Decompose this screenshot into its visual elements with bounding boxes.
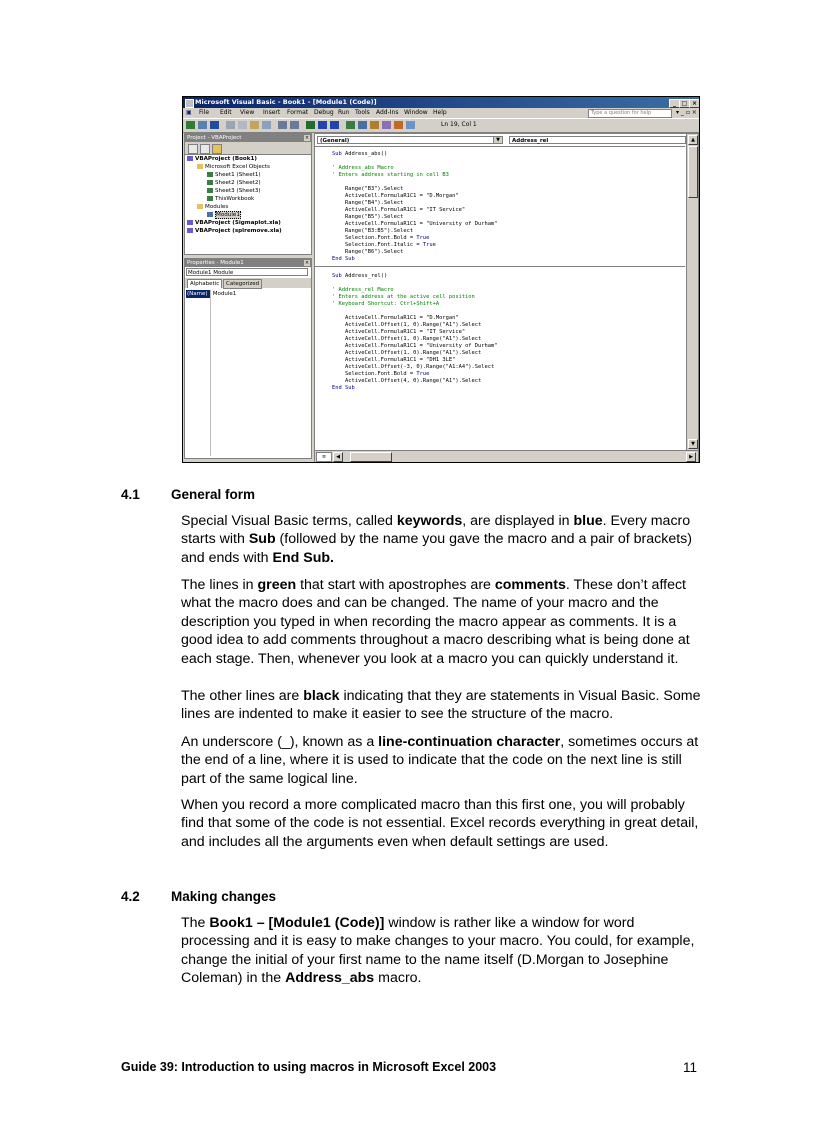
section-heading: Making changes	[171, 889, 277, 904]
code-line: ' Address_abs Macro	[332, 165, 394, 171]
menu-format[interactable]: Format	[287, 109, 309, 116]
project-icon	[187, 156, 193, 161]
scroll-down-icon[interactable]: ▼	[688, 439, 698, 449]
code-line: ActiveCell.FormulaR1C1 = "IT Service"	[332, 207, 466, 213]
excel-view-icon[interactable]	[186, 121, 195, 129]
reset-icon[interactable]	[330, 121, 339, 129]
footer-text: Guide 39: Introduction to using macros in Microsoft Excel 2003	[121, 1060, 497, 1074]
property-name: (Name)	[186, 290, 211, 298]
code-line: Range("B4").Select	[332, 200, 404, 206]
menu-view[interactable]: View	[240, 109, 255, 116]
chevron-down-icon: ▼	[493, 137, 502, 143]
scroll-thumb[interactable]	[688, 146, 698, 198]
save-icon[interactable]	[210, 121, 219, 129]
code-line: Sub Address_abs()	[332, 151, 388, 157]
excel-icon[interactable]: ▣	[186, 109, 192, 116]
toolbox-icon[interactable]	[394, 121, 403, 129]
code-line: ActiveCell.Offset(1, 0).Range("A1").Select	[332, 322, 482, 328]
code-line: Range("B3").Select	[332, 186, 404, 192]
insert-module-icon[interactable]	[198, 121, 207, 129]
redo-icon[interactable]	[290, 121, 299, 129]
sheet-icon	[207, 188, 213, 193]
tree-node[interactable]: Microsoft Excel Objects	[197, 163, 270, 171]
code-line: End Sub	[332, 256, 355, 262]
menu-edit[interactable]: Edit	[220, 109, 232, 116]
find-icon[interactable]	[262, 121, 271, 129]
sheet-icon	[207, 180, 213, 185]
code-line: ActiveCell.Offset(4, 0).Range("A1").Select	[332, 378, 482, 384]
standard-toolbar	[183, 118, 699, 133]
properties-pane-close-icon[interactable]: ×	[304, 260, 310, 266]
tree-node[interactable]: Sheet1 (Sheet1)	[207, 171, 261, 179]
code-line: End Sub	[332, 385, 355, 391]
design-mode-icon[interactable]	[346, 121, 355, 129]
minimize-button[interactable]: _	[669, 99, 680, 108]
code-line: Sub Address_rel()	[332, 273, 388, 279]
code-line: Selection.Font.Bold = True	[332, 371, 430, 377]
tab-alphabetic[interactable]: Alphabetic	[187, 279, 222, 288]
menu-window[interactable]: Window	[404, 109, 428, 116]
properties-tabs	[185, 278, 311, 288]
tree-node[interactable]: Modules	[197, 203, 228, 211]
project-icon	[187, 220, 193, 225]
view-code-icon[interactable]	[188, 144, 198, 154]
tree-node[interactable]: Module1	[207, 211, 241, 219]
paragraph: The Book1 – [Module1 (Code)] window is rather like a window for word processing and it is easy to make changes to your macro. You could, for example, change the initial of your first name to the name itself (D.Morgan to Josephine Coleman) in the Address_abs macro.	[181, 915, 695, 987]
menu-run[interactable]: Run	[338, 109, 350, 116]
paragraph: An underscore (_), known as a line-continuation character, sometimes occurs at the end of a line, where it is used to indicate that the code on the next line is still part of the same logical line.	[181, 734, 699, 787]
code-window	[314, 133, 699, 463]
code-line: ActiveCell.Offset(1, 0).Range("A1").Select	[332, 336, 482, 342]
code-line: ActiveCell.FormulaR1C1 = "IT Service"	[332, 329, 466, 335]
paragraph: The lines in green that start with apostrophes are comments. These don’t affect what the macro does and can be changed. The name of your macro and the description you typed in when recording the macro appear as comments. It is a good idea to add comments throughout a macro describing what is being done at each stage. Then, whenever you look at a macro you can quickly understand it.	[181, 577, 690, 667]
sheet-icon	[207, 172, 213, 177]
tree-node[interactable]: ThisWorkbook	[207, 195, 254, 203]
properties-object-select[interactable]: Module1 Module	[186, 268, 308, 276]
run-icon[interactable]	[306, 121, 315, 129]
copy-icon[interactable]	[238, 121, 247, 129]
tab-categorized[interactable]: Categorized	[223, 279, 262, 289]
code-line: Range("B6").Select	[332, 249, 404, 255]
code-line: ActiveCell.FormulaR1C1 = "DH1 3LE"	[332, 357, 456, 363]
menu-file[interactable]: File	[199, 109, 210, 116]
procedure-separator	[315, 266, 685, 267]
project-explorer	[184, 133, 312, 255]
vba-app-icon	[185, 99, 194, 108]
properties-icon[interactable]	[370, 121, 379, 129]
object-browser-icon[interactable]	[382, 121, 391, 129]
code-line: Selection.Font.Bold = True	[332, 235, 430, 241]
menu-help[interactable]: Help	[433, 109, 447, 116]
project-explorer-icon[interactable]	[358, 121, 367, 129]
property-row[interactable]	[186, 290, 308, 298]
procedure-combo[interactable]: Address_rel	[509, 136, 695, 144]
paragraph: The other lines are black indicating that they are statements in Visual Basic. Some lines are indented to make it easier to see the structure of the macro.	[181, 688, 701, 723]
scroll-up-icon[interactable]: ▲	[688, 135, 698, 145]
menu-tools[interactable]: Tools	[355, 109, 370, 116]
code-line: ' Enters address at the active cell position	[332, 294, 475, 300]
paragraph: Special Visual Basic terms, called keywords, are displayed in blue. Every macro starts with Sub (followed by the name you gave the macro and a pair of brackets) and ends with End Sub.	[181, 513, 693, 566]
title-bar	[183, 97, 699, 108]
menu-debug[interactable]: Debug	[314, 109, 334, 116]
section-number: 4.2	[121, 889, 140, 904]
help-icon[interactable]	[406, 121, 415, 129]
horizontal-scrollbar[interactable]	[315, 450, 698, 462]
paragraph: When you record a more complicated macro than this first one, you will probably find that some of the code is not essential. Excel records everything in great detail, and includes all the arguments even when default settings are used.	[181, 797, 699, 850]
workbook-icon	[207, 196, 213, 201]
scroll-left-icon[interactable]: ◀	[333, 452, 343, 462]
code-line: ' Address_rel Macro	[332, 287, 394, 293]
cursor-position: Ln 19, Col 1	[441, 121, 477, 128]
toggle-folders-icon[interactable]	[212, 144, 222, 154]
folder-icon	[197, 204, 203, 209]
undo-icon[interactable]	[278, 121, 287, 129]
section-heading: General form	[171, 487, 256, 502]
paste-icon[interactable]	[250, 121, 259, 129]
tree-node[interactable]: Sheet2 (Sheet2)	[207, 179, 261, 187]
tree-node[interactable]: VBAProject (splremove.xla)	[187, 227, 282, 235]
menu-addins[interactable]: Add-Ins	[376, 109, 399, 116]
code-line: Selection.Font.Italic = True	[332, 242, 436, 248]
code-line: ActiveCell.FormulaR1C1 = "D.Morgan"	[332, 315, 459, 321]
window-title: Microsoft Visual Basic - Book1 - [Module1 (Code)]	[195, 98, 377, 106]
properties-window	[184, 258, 312, 459]
cut-icon[interactable]	[226, 121, 235, 129]
vba-editor-screenshot	[182, 96, 700, 463]
code-line: Range("B3:B5").Select	[332, 228, 414, 234]
code-editor[interactable]	[315, 146, 685, 451]
tree-node[interactable]: Sheet3 (Sheet3)	[207, 187, 261, 195]
break-icon[interactable]	[318, 121, 327, 129]
code-line: ' Enters address starting in cell B3	[332, 172, 449, 178]
folder-icon	[197, 164, 203, 169]
property-value: Module1	[212, 291, 237, 297]
view-object-icon[interactable]	[200, 144, 210, 154]
code-line: Range("B5").Select	[332, 214, 404, 220]
scroll-right-icon[interactable]: ▶	[686, 452, 696, 462]
code-line: ' Keyboard Shortcut: Ctrl+Shift+A	[332, 301, 440, 307]
section-number: 4.1	[121, 487, 140, 502]
page-footer	[121, 1060, 697, 1074]
maximize-button[interactable]: □	[679, 99, 690, 108]
project-icon	[187, 228, 193, 233]
view-toggle-icon[interactable]: ≡	[316, 452, 332, 462]
code-line: ActiveCell.FormulaR1C1 = "University of Durham"	[332, 343, 498, 349]
tree-node[interactable]: VBAProject (Sigmaplot.xla)	[187, 219, 281, 227]
hscroll-thumb[interactable]	[350, 452, 392, 462]
page-number: 11	[682, 1060, 697, 1075]
property-grid-divider	[210, 290, 211, 456]
code-line: ActiveCell.FormulaR1C1 = "University of Durham"	[332, 221, 498, 227]
module-icon	[207, 212, 213, 217]
tree-node[interactable]: VBAProject (Book1)	[187, 155, 257, 163]
menu-insert[interactable]: Insert	[263, 109, 281, 116]
code-line: ActiveCell.Offset(-3, 0).Range("A1:A4").Select	[332, 364, 495, 370]
code-line: ActiveCell.Offset(1, 0).Range("A1").Select	[332, 350, 482, 356]
project-pane-close-icon[interactable]: ×	[304, 135, 310, 141]
properties-pane-title: Properties - Module1	[185, 259, 311, 267]
vertical-scrollbar[interactable]	[686, 134, 698, 450]
menu-bar	[183, 108, 699, 118]
project-pane-title: Project - VBAProject	[185, 134, 311, 142]
help-search-box[interactable]: Type a question for help	[588, 109, 672, 118]
close-button[interactable]: ×	[689, 99, 700, 108]
code-line: ActiveCell.FormulaR1C1 = "D.Morgan"	[332, 193, 459, 199]
object-combo[interactable]: (General) ▼	[317, 136, 503, 144]
project-toolbar	[185, 142, 311, 155]
mdi-window-controls[interactable]: ▾ _ ▫ ×	[676, 109, 697, 116]
